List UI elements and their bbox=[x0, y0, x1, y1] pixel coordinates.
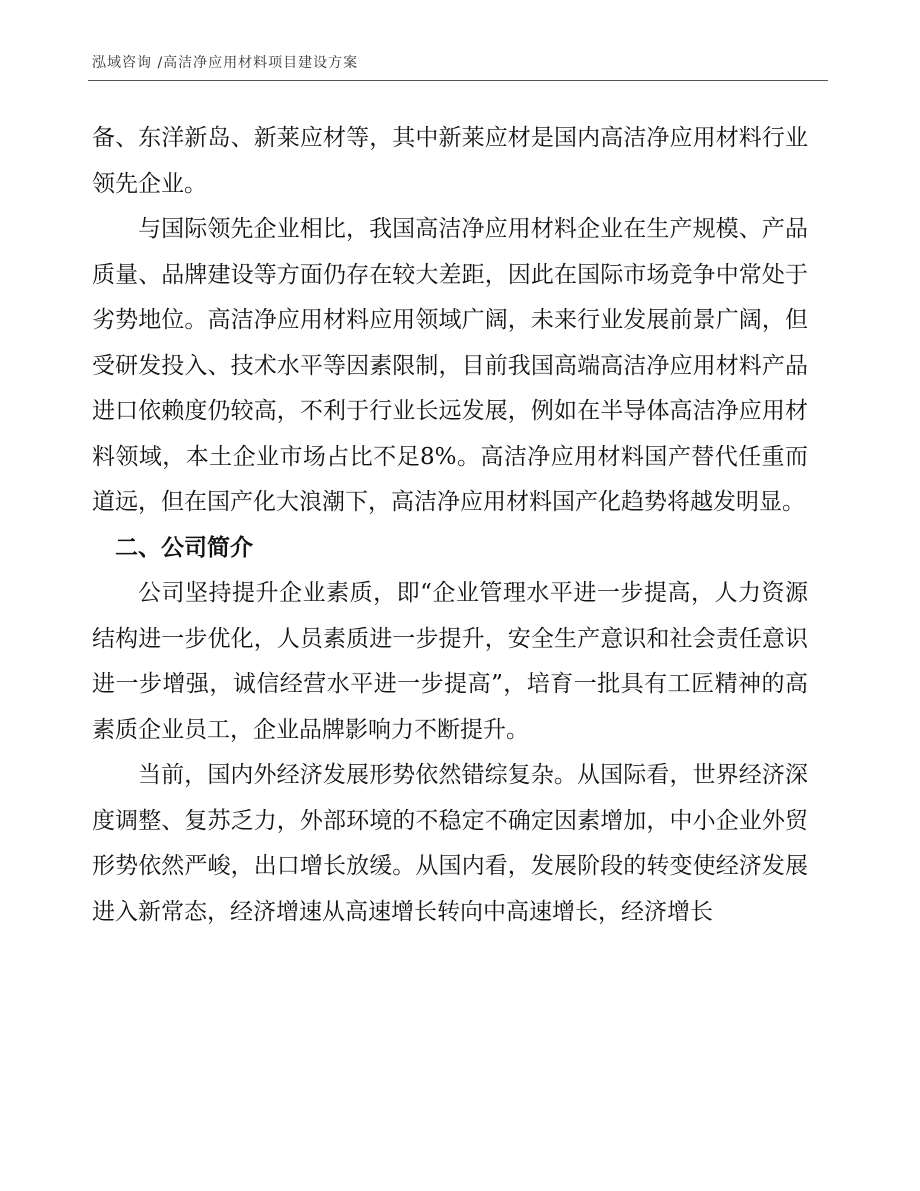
header-divider bbox=[88, 80, 828, 81]
page-header: 泓域咨询 /高洁净应用材料项目建设方案 bbox=[92, 55, 359, 71]
paragraph-company-quality: 公司坚持提升企业素质，即“企业管理水平进一步提高，人力资源结构进一步优化，人员素质进一步提升，安全生产意识和社会责任意识进一步增强，诚信经营水平进一步提高”，培育一批具有工匠精神的高素质企业员工，企业品牌影响力不断提升。 bbox=[92, 580, 808, 743]
paragraph-domestic-gap: 与国际领先企业相比，我国高洁净应用材料企业在生产规模、产品质量、品牌建设等方面仍存在较大差距，因此在国际市场竞争中常处于劣势地位。高洁净应用材料应用领域广阔，未来行业发展前景广阔，但受研发投入、技术水平等因素限制，目前我国高端高洁净应用材料产品进口依赖度仍较高，不利于行业长远发展，例如在半导体高洁净应用材料领域，本土企业市场占比不足8%。高洁净应用材料国产替代任重而道远，但在国产化大浪潮下，高洁净应用材料国产化趋势将越发明显。 bbox=[92, 216, 808, 515]
document-body bbox=[92, 116, 808, 935]
section-heading-company-intro: 二、公司简介 bbox=[115, 534, 253, 561]
paragraph-economic-situation: 当前，国内外经济发展形势依然错综复杂。从国际看，世界经济深度调整、复苏乏力，外部环境的不稳定不确定因素增加，中小企业外贸形势依然严峻，出口增长放缓。从国内看，发展阶段的转变使经济发展进入新常态，经济增速从高速增长转向中高速增长，经济增长 bbox=[92, 762, 808, 925]
paragraph-continuation: 备、东洋新岛、新莱应材等，其中新莱应材是国内高洁净应用材料行业领先企业。 bbox=[92, 125, 808, 197]
